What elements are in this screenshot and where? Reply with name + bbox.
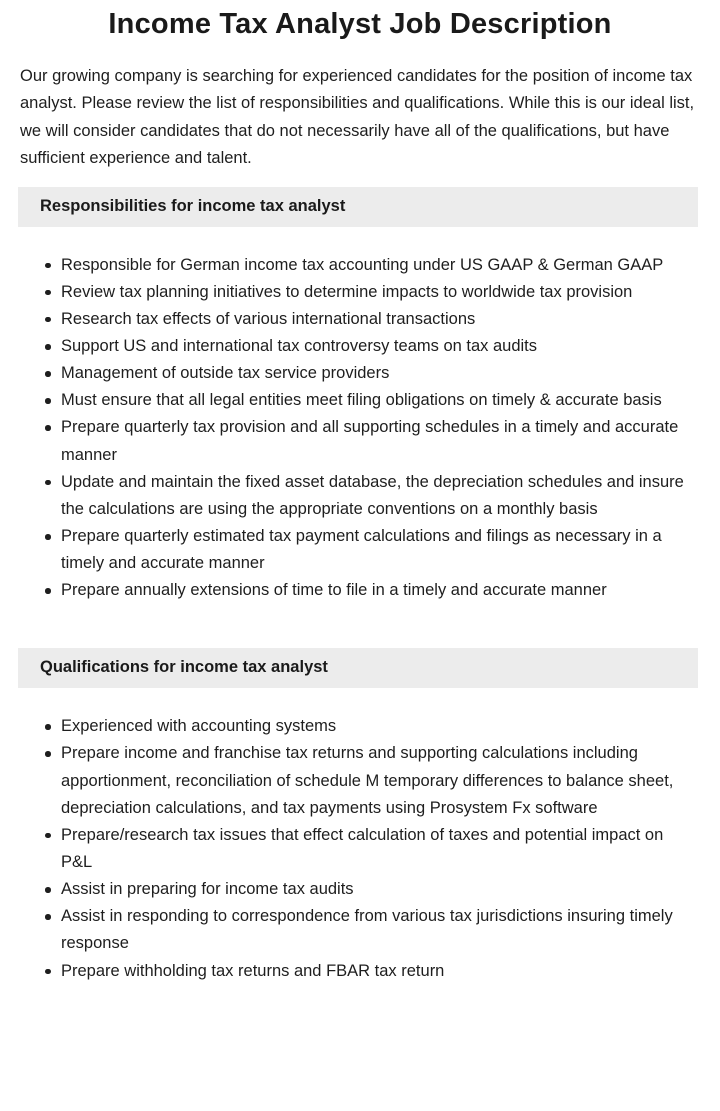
list-item: Assist in preparing for income tax audits	[61, 876, 694, 903]
qualifications-list	[0, 713, 694, 984]
list-item: Prepare withholding tax returns and FBAR tax return	[61, 958, 694, 985]
section-qualifications	[0, 648, 720, 984]
list-item: Review tax planning initiatives to determine impacts to worldwide tax provision	[61, 279, 694, 306]
section-heading-qualifications: Qualifications for income tax analyst	[18, 648, 698, 688]
list-item: Assist in responding to correspondence from various tax jurisdictions insuring timely response	[61, 903, 694, 957]
list-item: Research tax effects of various international transactions	[61, 306, 694, 333]
list-item: Must ensure that all legal entities meet filing obligations on timely & accurate basis	[61, 387, 694, 414]
list-item: Prepare quarterly estimated tax payment calculations and filings as necessary in a timely and accurate manner	[61, 523, 694, 577]
responsibilities-list	[0, 252, 694, 605]
list-item: Prepare income and franchise tax returns and supporting calculations including apportionment, reconciliation of schedule M temporary differences to balance sheet, depreciation calculations, and tax payments using Prosystem Fx software	[61, 740, 694, 821]
list-item: Experienced with accounting systems	[61, 713, 694, 740]
list-item: Responsible for German income tax accounting under US GAAP & German GAAP	[61, 252, 694, 279]
list-item: Prepare annually extensions of time to file in a timely and accurate manner	[61, 577, 694, 604]
page-title: Income Tax Analyst Job Description	[108, 8, 612, 40]
list-item: Prepare/research tax issues that effect calculation of taxes and potential impact on P&L	[61, 822, 694, 876]
list-item: Update and maintain the fixed asset database, the depreciation schedules and insure the calculations are using the appropriate conventions on a monthly basis	[61, 469, 694, 523]
list-item: Prepare quarterly tax provision and all supporting schedules in a timely and accurate manner	[61, 414, 694, 468]
list-item: Support US and international tax controversy teams on tax audits	[61, 333, 694, 360]
intro-paragraph: Our growing company is searching for experienced candidates for the position of income tax analyst. Please review the list of responsibilities and qualifications. While this is our ideal list, we will consider candidates that do not necessarily have all of the qualifications, but have sufficient experience and talent.	[20, 67, 695, 167]
section-responsibilities	[0, 187, 720, 605]
section-heading-responsibilities: Responsibilities for income tax analyst	[18, 187, 698, 227]
list-item: Management of outside tax service providers	[61, 360, 694, 387]
